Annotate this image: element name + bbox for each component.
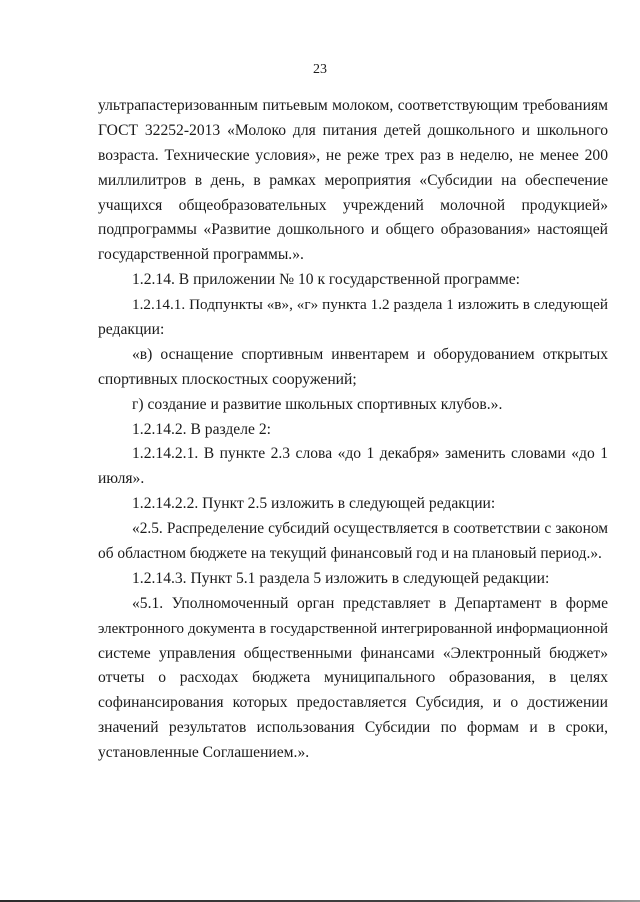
text-line: г) создание и развитие школьных спортивных клубов.». bbox=[132, 395, 503, 413]
text-line: 1.2.14.2.2. Пункт 2.5 изложить в следующей редакции: bbox=[132, 495, 496, 513]
text-line: «2.5. Распределение субсидий осуществляется в соответствии с законом bbox=[132, 520, 608, 538]
text-line: об областном бюджете на текущий финансовый год и на плановый период.». bbox=[98, 545, 602, 563]
text-line: значений результатов использования Субсидии по формам и в сроки, bbox=[98, 719, 608, 737]
text-line: 1.2.14.2.1. В пункте 2.3 слова «до 1 декабря» заменить словами «до 1 bbox=[132, 445, 608, 463]
text-line: ГОСТ 32252-2013 «Молоко для питания детей дошкольного и школьного bbox=[98, 121, 608, 139]
text-line: ультрапастеризованным питьевым молоком, соответствующим требованиям bbox=[98, 97, 608, 114]
text-line: спортивных плоскостных сооружений; bbox=[98, 370, 357, 388]
text-line: возраста. Технические условия», не реже трех раз в неделю, не менее 200 bbox=[98, 146, 608, 164]
page-number: 23 bbox=[313, 62, 327, 77]
text-line: «в) оснащение спортивным инвентарем и оборудованием открытых bbox=[132, 345, 608, 363]
text-line: учащихся общеобразовательных учреждений молочной продукцией» bbox=[98, 196, 608, 214]
document-body bbox=[98, 94, 608, 766]
text-line: 1.2.14.1. Подпункты «в», «г» пункта 1.2 раздела 1 изложить в следующей bbox=[132, 296, 608, 314]
text-line: 1.2.14.3. Пункт 5.1 раздела 5 изложить в следующей редакции: bbox=[132, 569, 550, 587]
text-line: редакции: bbox=[98, 321, 165, 339]
text-line: 1.2.14. В приложении № 10 к государственной программе: bbox=[132, 271, 521, 289]
text-line: миллилитров в день, в рамках мероприятия «Субсидии на обеспечение bbox=[98, 171, 608, 189]
text-line: подпрограммы «Развитие дошкольного и общего образования» настоящей bbox=[98, 221, 608, 239]
text-line: системе управления общественными финансами «Электронный бюджет» bbox=[98, 644, 608, 662]
text-line: установленные Соглашением.». bbox=[98, 744, 310, 762]
text-line: «5.1. Уполномоченный орган представляет в Департамент в форме bbox=[132, 594, 608, 612]
text-line: государственной программы.». bbox=[98, 246, 304, 264]
text-line: софинансирования которых предоставляется Субсидия, и о достижении bbox=[98, 694, 608, 712]
text-line: июля». bbox=[98, 470, 145, 488]
text-line: 1.2.14.2. В разделе 2: bbox=[132, 420, 271, 438]
text-line: электронного документа в государственной интегрированной информационной bbox=[98, 620, 608, 637]
text-line: отчеты о расходах бюджета муниципального образования, в целях bbox=[98, 669, 608, 687]
